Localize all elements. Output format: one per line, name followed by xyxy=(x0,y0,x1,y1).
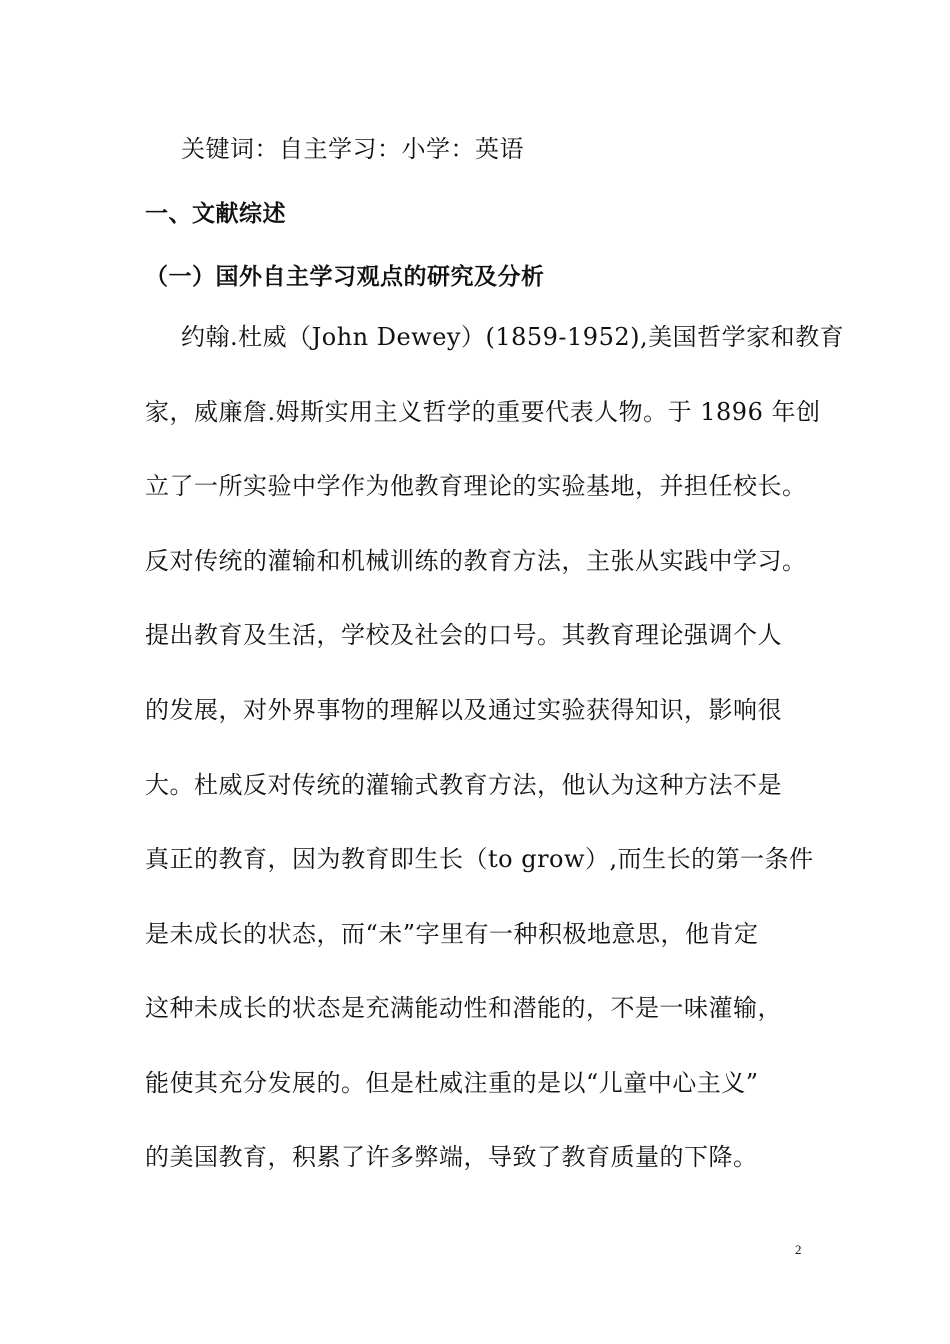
paragraph-line: 立了一所实验中学作为他教育理论的实验基地，并担任校长。 xyxy=(145,472,807,500)
paragraph-line: 反对传统的灌输和机械训练的教育方法，主张从实践中学习。 xyxy=(145,547,807,575)
paragraph-line: 大。杜威反对传统的灌输式教育方法，他认为这种方法不是 xyxy=(145,771,782,799)
paragraph-line: 是未成长的状态，而“未”字里有一种积极地意思，他肯定 xyxy=(145,920,759,948)
paragraph-line: 真正的教育，因为教育即生长（to grow）,而生长的第一条件 xyxy=(145,845,814,873)
paragraph-line: 这种未成长的状态是充满能动性和潜能的，不是一味灌输， xyxy=(145,994,782,1022)
paragraph-line: 的发展，对外界事物的理解以及通过实验获得知识，影响很 xyxy=(145,696,782,724)
paragraph-line: 的美国教育，积累了许多弊端，导致了教育质量的下降。 xyxy=(145,1143,758,1171)
paragraph-line: 约翰.杜威（John Dewey）(1859-1952),美国哲学家和教育 xyxy=(181,323,845,351)
paragraph-line: 家，威廉詹.姆斯实用主义哲学的重要代表人物。于 1896 年创 xyxy=(145,398,821,426)
page-number: 2 xyxy=(795,1242,802,1257)
subsection-heading: （一）国外自主学习观点的研究及分析 xyxy=(145,264,545,290)
paragraph-line: 能使其充分发展的。但是杜威注重的是以“儿童中心主义” xyxy=(145,1069,759,1097)
section-heading: 一、文献综述 xyxy=(145,201,286,227)
keywords-line: 关键词：自主学习：小学：英语 xyxy=(181,135,524,163)
paragraph-line: 提出教育及生活，学校及社会的口号。其教育理论强调个人 xyxy=(145,621,782,649)
